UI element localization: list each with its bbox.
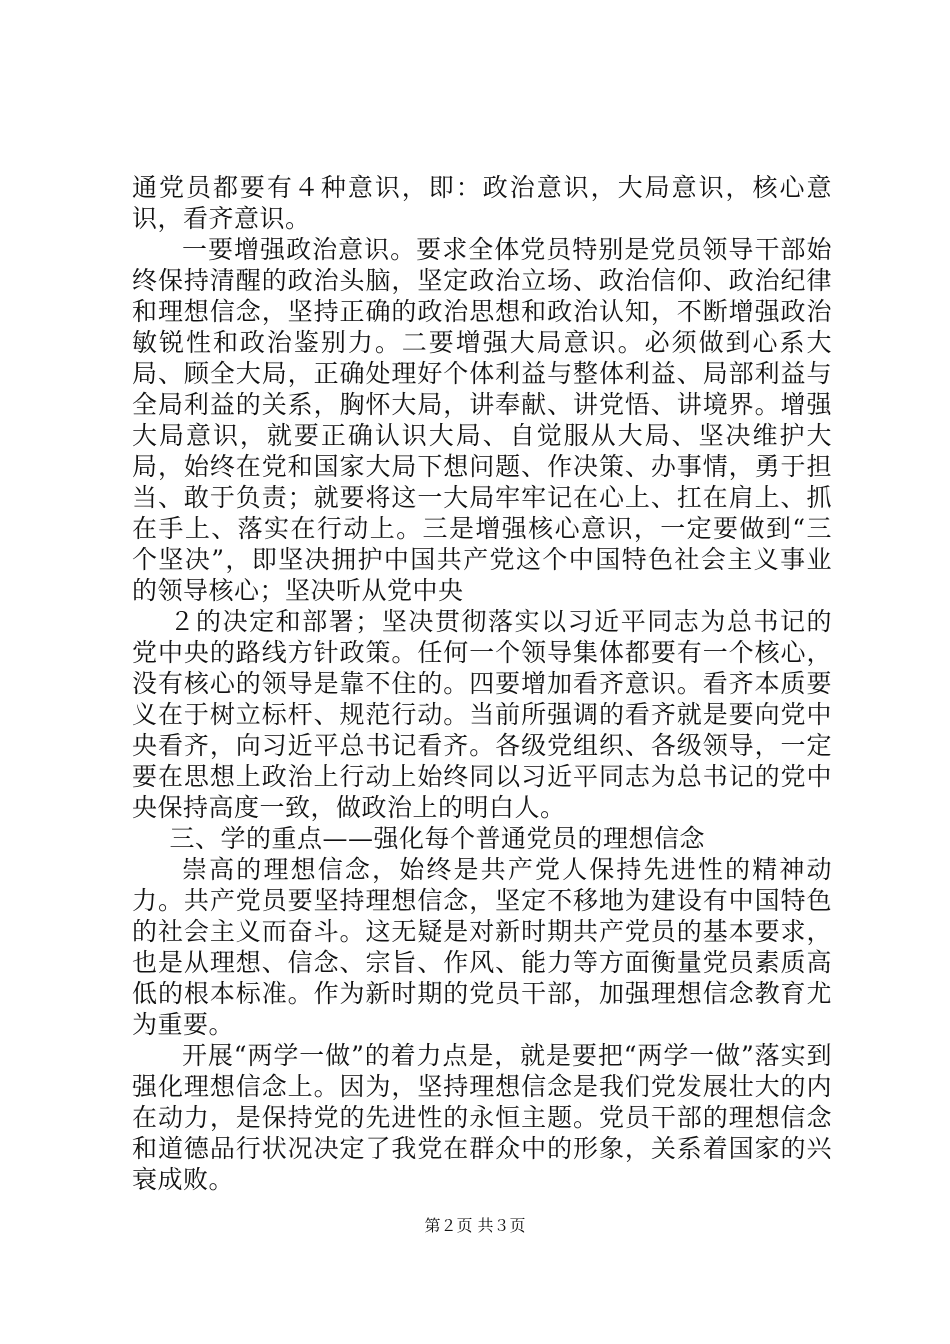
paragraph-two-studies: 开展“两学一做”的着力点是，就是要把“两学一做”落实到强化理想信念上。因为，坚持理想信念是我们党发展壮大的内在动力，是保持党的先进性的永恒主题。党员干部的理想信念和道德品行状况决定了我党在群众中的形象，关系着国家的兴衰成败。 xyxy=(132,1041,832,1194)
paragraph-political-awareness: 一要增强政治意识。要求全体党员特别是党员领导干部始终保持清醒的政治头脑，坚定政治立场、政治信仰、政治纪律和理想信念，坚持正确的政治思想和政治认知，不断增强政治敏锐性和政治鉴别力。二要增强大局意识。必须做到心系大局、顾全大局，正确处理好个体利益与整体利益、局部利益与全局利益的关系，胸怀大局，讲奉献、讲党悟、讲境界。增强大局意识，就要正确认识大局、自觉服从大局、坚决维护大局，始终在党和国家大局下想问题、作决策、办事情，勇于担当、敢于负责；就要将这一大局牢牢记在心上、扛在肩上、抓在手上、落实在行动上。三是增强核心意识，一定要做到“三个坚决”，即坚决拥护中国共产党这个中国特色社会主义事业的领导核心；坚决听从党中央 xyxy=(132,235,832,605)
document-body xyxy=(132,172,832,1195)
paragraph-ideals: 崇高的理想信念，始终是共产党人保持先进性的精神动力。共产党员要坚持理想信念，坚定不移地为建设有中国特色的社会主义而奋斗。这无疑是对新时期共产党员的基本要求，也是从理想、信念、宗旨、作风、能力等方面衡量党员素质高低的根本标准。作为新时期的党员干部，加强理想信念教育尤为重要。 xyxy=(132,855,832,1039)
section-heading: 三、学的重点——强化每个普通党员的理想信念 xyxy=(169,824,706,853)
page-number-footer: 第２页 共３页 xyxy=(424,1216,526,1235)
paragraph-core-awareness: ２的决定和部署；坚决贯彻落实以习近平同志为总书记的党中央的路线方针政策。任何一个领导集体都要有一个核心，没有核心的领导是靠不住的。四要增加看齐意识。看齐本质要义在于树立标杆、规范行动。当前所强调的看齐就是要向党中央看齐，向习近平总书记看齐。各级党组织、各级领导，一定要在思想上政治上行动上始终同以习近平同志为总书记的党中央保持高度一致，做政治上的明白人。 xyxy=(132,607,832,822)
paragraph-continuation: 通党员都要有４种意识，即：政治意识，大局意识，核心意识，看齐意识。 xyxy=(132,173,832,233)
